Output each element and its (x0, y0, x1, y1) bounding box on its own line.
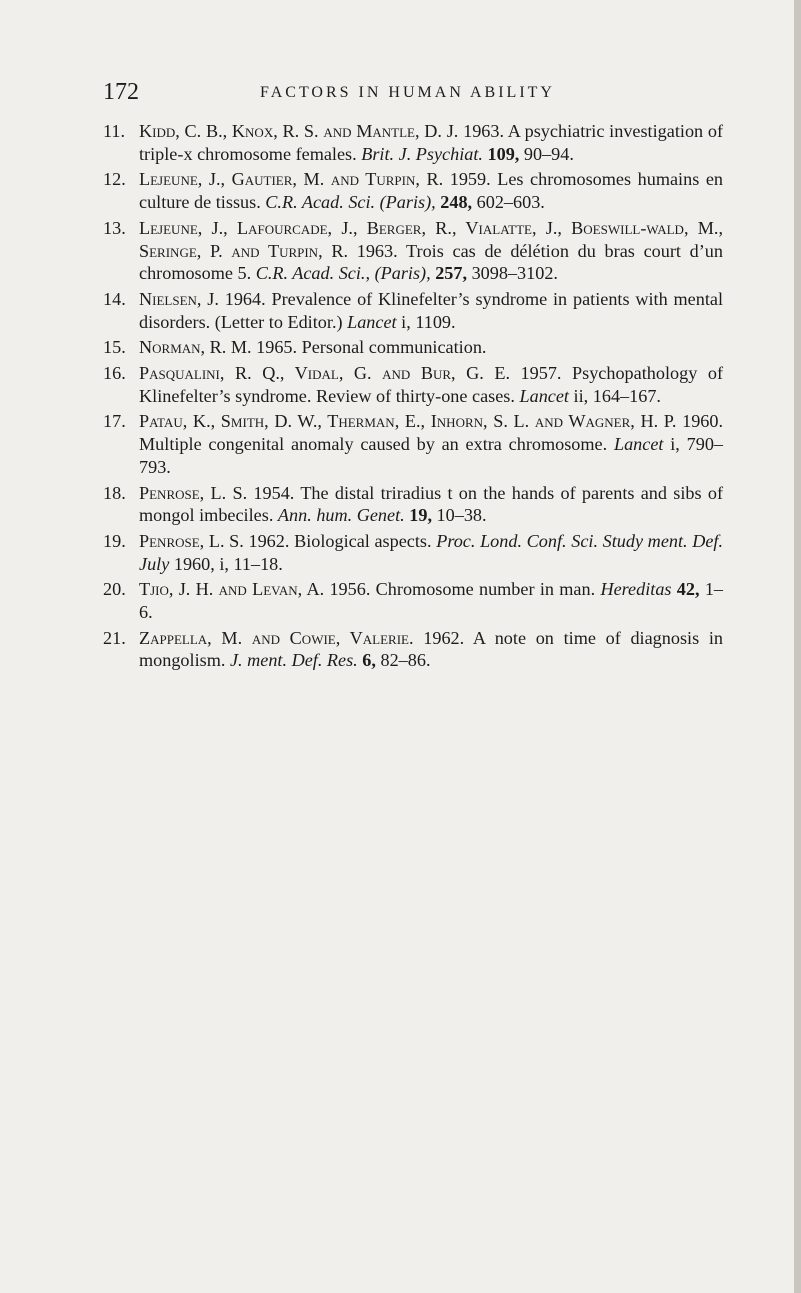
reference-volume: 1960, i, (173, 553, 229, 574)
reference-year: 1962. (248, 530, 290, 551)
reference-number: 15. (103, 337, 126, 358)
reference-journal: C.R. Acad. Sci. (Paris), (265, 192, 436, 213)
reference-item (103, 288, 723, 333)
reference-pages: 11–18. (233, 553, 283, 574)
reference-item (103, 120, 723, 165)
page-number: 172 (103, 79, 139, 105)
reference-authors: Patau, K., Smith, D. W., Therman, E., Inhorn, S. L. and Wagner, H. P. (139, 411, 677, 432)
reference-number: 11. (103, 121, 126, 141)
reference-volume: 257, (435, 263, 468, 284)
reference-number: 12. (103, 169, 126, 190)
reference-authors: Nielsen, J. (139, 288, 219, 309)
reference-number: 20. (103, 579, 126, 600)
reference-item (103, 627, 723, 672)
reference-title: Prevalence of Klinefelter’s syndrome in patients with mental disorders. (Letter to Editor.) (139, 288, 724, 332)
reference-journal: J. ment. Def. Res. (229, 650, 358, 671)
reference-volume: 19, (409, 505, 432, 526)
reference-title: Multiple congenital anomaly caused by an extra chromosome. (139, 434, 608, 455)
reference-number: 21. (103, 627, 126, 648)
reference-pages: 164–167. (592, 385, 661, 406)
reference-authors: Zappella, M. and Cowie, Valerie. (139, 627, 414, 648)
reference-pages: 790–793. (139, 434, 724, 477)
reference-year: 1965. (256, 337, 298, 358)
reference-item (103, 362, 723, 407)
reference-journal: Lancet (613, 434, 664, 455)
reference-journal: Lancet (519, 385, 569, 406)
reference-title: The distal triradius t on the hands of parents and sibs of mongol imbeciles. (139, 482, 724, 526)
reference-volume: 109, (487, 143, 520, 164)
reference-title: A note on time of diagnosis in mongolism. (139, 627, 724, 671)
reference-journal: Hereditas (600, 579, 672, 600)
reference-volume: i, (401, 311, 411, 332)
reference-volume: 42, (676, 579, 700, 600)
reference-volume: i, (670, 434, 680, 455)
reference-number: 16. (103, 363, 126, 384)
reference-journal: Proc. Lond. Conf. Sci. Study ment. Def. July (139, 530, 724, 574)
reference-item (103, 578, 723, 623)
reference-journal: Lancet (347, 311, 397, 332)
reference-number: 14. (103, 288, 126, 309)
reference-year: 1956. (329, 579, 371, 600)
reference-title: Biological aspects. (294, 530, 432, 551)
reference-journal: C.R. Acad. Sci., (Paris), (255, 263, 431, 284)
reference-authors: Penrose, L. S. (139, 530, 244, 551)
reference-year: 1964. (224, 288, 266, 309)
reference-number: 18. (103, 482, 126, 503)
reference-pages: 82–86. (380, 650, 431, 671)
reference-list (103, 120, 723, 675)
reference-title: Psychopathology of Klinefelter’s syndrome. Review of thirty-one cases. (139, 363, 723, 406)
reference-year: 1962. (423, 627, 465, 648)
reference-year: 1959. (449, 169, 491, 190)
reference-item (103, 336, 723, 359)
reference-title: Chromosome number in man. (375, 579, 596, 600)
reference-authors: Tjio, J. H. and Levan, A. (139, 579, 325, 600)
reference-authors: Pasqualini, R. Q., Vidal, G. and Bur, G. E. (139, 363, 510, 384)
reference-volume: 6, (362, 650, 376, 671)
reference-title: Personal communication. (301, 337, 487, 358)
reference-item (103, 217, 723, 285)
reference-item (103, 168, 723, 213)
page-edge (794, 0, 801, 1293)
reference-authors: Lejeune, J., Gautier, M. and Turpin, R. (139, 169, 444, 190)
reference-title: A psychiatric investigation of triple-x chromosome females. (139, 121, 724, 164)
reference-title: Les chromosomes humains en culture de tissus. (139, 169, 724, 213)
reference-pages: 602–603. (476, 192, 545, 213)
running-title: FACTORS IN HUMAN ABILITY (260, 84, 555, 101)
reference-number: 19. (103, 530, 126, 551)
reference-authors: Penrose, L. S. (139, 482, 248, 503)
reference-authors: Kidd, C. B., Knox, R. S. and Mantle, D. J. (139, 121, 459, 141)
reference-year: 1957. (520, 363, 562, 384)
reference-number: 17. (103, 411, 126, 432)
reference-year: 1963. (356, 240, 398, 261)
reference-pages: 1109. (415, 311, 456, 332)
reference-year: 1963. (463, 121, 505, 141)
reference-pages: 1–6. (139, 579, 724, 623)
reference-pages: 10–38. (436, 505, 487, 526)
reference-number: 13. (103, 217, 126, 238)
reference-volume: 248, (440, 192, 473, 213)
reference-title: Trois cas de délétion du bras court d’un chromosome 5. (139, 240, 723, 284)
reference-journal: Brit. J. Psychiat. (361, 143, 483, 164)
reference-authors: Lejeune, J., Lafourcade, J., Berger, R., Vialatte, J., Boeswill-wald, M., Seringe, P. and Turpin, R. (139, 217, 723, 261)
reference-authors: Norman, R. M. (139, 337, 252, 358)
reference-year: 1954. (253, 482, 295, 503)
reference-item (103, 482, 723, 527)
reference-journal: Ann. hum. Genet. (277, 505, 405, 526)
reference-volume: ii, (573, 385, 589, 406)
reference-item (103, 530, 723, 575)
page-header (103, 78, 723, 108)
reference-pages: 3098–3102. (471, 263, 558, 284)
reference-item (103, 410, 723, 478)
reference-year: 1960. (682, 411, 724, 432)
reference-pages: 90–94. (523, 143, 574, 164)
